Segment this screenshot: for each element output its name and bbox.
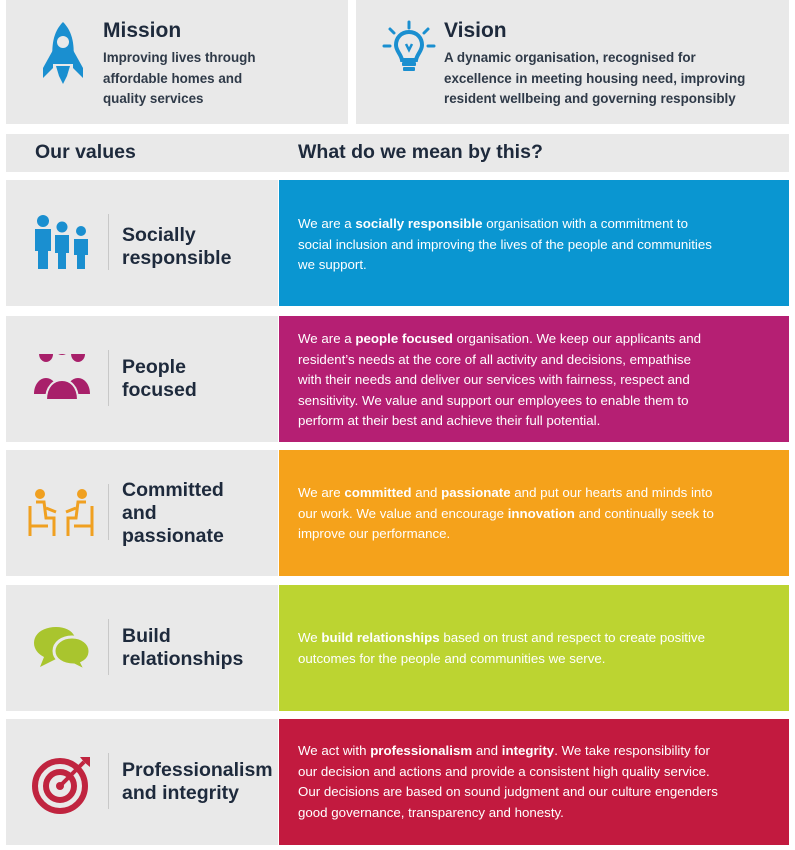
emphasis-text: build relationships: [321, 630, 440, 645]
description-text: We act with: [298, 743, 371, 758]
mission-line: affordable homes and: [103, 70, 243, 86]
emphasis-text: people focused: [355, 331, 453, 346]
description-text: our work. We value and encourage: [298, 505, 508, 521]
description-text: we support.: [298, 257, 367, 272]
description-text: outcomes for the people and communities we serve.: [298, 650, 606, 666]
value-description-cell: [279, 180, 789, 306]
value-title-line: relationships: [122, 648, 244, 670]
description-text: and: [411, 485, 442, 500]
emphasis-text: integrity: [501, 743, 555, 758]
description-text: and put our hearts and minds into: [510, 485, 713, 500]
description-text: We are a: [298, 216, 356, 231]
value-row-professionalism-integrity: [6, 719, 789, 845]
divider: [108, 484, 109, 540]
value-description: [298, 628, 768, 669]
emphasis-text: professionalism: [370, 743, 473, 758]
mission-card: [6, 0, 348, 124]
people-heads-icon: [30, 354, 96, 420]
emphasis-text: passionate: [441, 485, 511, 500]
value-description: [298, 214, 768, 276]
description-text: We: [298, 630, 322, 645]
our-values-heading: Our values: [35, 141, 136, 163]
description-text: resident’s needs at the core of all activity and decisions, empathise: [298, 351, 691, 367]
value-title-line: Professionalism: [122, 759, 273, 781]
speech-bubbles-icon: [30, 623, 96, 689]
description-text: our decision and actions and provide a consistent high quality service.: [298, 763, 710, 779]
emphasis-text: innovation: [507, 505, 575, 521]
value-title-line: People: [122, 356, 186, 378]
value-description-cell: [279, 450, 789, 576]
mission-text: [103, 48, 256, 110]
value-title-line: focused: [122, 379, 197, 401]
value-title-line: Socially: [122, 224, 196, 246]
description-text: good governance, transparency and honesty.: [298, 804, 564, 820]
description-text: social inclusion and improving the lives of the people and communities: [298, 236, 712, 252]
divider: [108, 350, 109, 406]
value-title: [122, 625, 272, 671]
description-text: We are a: [298, 331, 356, 346]
description-text: perform at their best and achieve their full potential.: [298, 413, 601, 428]
value-title-line: passionate: [122, 525, 224, 547]
description-text: organisation. We keep our applicants and: [452, 331, 702, 346]
mission-line: Improving lives through: [103, 50, 256, 65]
value-row-people-focused: [6, 316, 789, 442]
value-title-line: and integrity: [122, 782, 240, 804]
target-arrow-icon: [32, 753, 98, 819]
conversation-chairs-icon: [26, 486, 92, 552]
meaning-heading: What do we mean by this?: [298, 141, 543, 163]
description-text: based on trust and respect to create positive: [439, 630, 705, 645]
value-row-committed-passionate: [6, 450, 789, 576]
value-title-line: Committed: [122, 479, 224, 501]
description-text: organisation with a commitment to: [482, 216, 688, 231]
vision-card: [356, 0, 789, 124]
value-description: [298, 741, 768, 823]
value-description-cell: [279, 316, 789, 442]
value-description-cell: [279, 719, 789, 845]
vision-text: [444, 48, 745, 110]
value-row-build-relationships: [6, 585, 789, 711]
value-row-socially-responsible: [6, 180, 789, 306]
value-title: [122, 479, 272, 548]
value-description: [298, 329, 768, 432]
value-description: [298, 483, 768, 545]
description-text: and continually seek to: [574, 505, 714, 521]
people-group-icon: [32, 213, 98, 279]
divider: [108, 753, 109, 809]
lightbulb-icon: [382, 20, 436, 79]
description-text: and: [472, 743, 502, 758]
value-title-line: Build: [122, 625, 171, 647]
description-text: . We take responsibility for: [554, 743, 710, 758]
value-label-cell: [6, 450, 278, 576]
mission-line: quality services: [103, 91, 204, 106]
mission-title: Mission: [103, 19, 182, 42]
emphasis-text: committed: [344, 485, 412, 500]
values-header-row: [6, 134, 789, 172]
value-title-line: responsible: [122, 247, 232, 269]
vision-line: excellence in meeting housing need, improving: [444, 70, 746, 86]
divider: [108, 214, 109, 270]
emphasis-text: socially responsible: [355, 216, 483, 231]
value-title: [122, 224, 272, 270]
description-text: sensitivity. We value and support our employees to enable them to: [298, 392, 689, 408]
value-title: [122, 356, 272, 402]
description-text: Our decisions are based on sound judgment and our culture engenders: [298, 784, 718, 799]
value-description-cell: [279, 585, 789, 711]
value-title-line: and: [122, 502, 157, 524]
vision-title: Vision: [444, 19, 507, 42]
value-label-cell: [6, 719, 278, 845]
value-title: [122, 759, 272, 805]
vision-line: resident wellbeing and governing responsibly: [444, 91, 736, 106]
vision-line: A dynamic organisation, recognised for: [444, 50, 696, 65]
description-text: with their needs and deliver our services with fairness, respect and: [298, 372, 690, 387]
description-text: improve our performance.: [298, 526, 451, 541]
value-label-cell: [6, 316, 278, 442]
description-text: We are: [298, 485, 345, 500]
divider: [108, 619, 109, 675]
rocket-icon: [41, 20, 85, 91]
value-label-cell: [6, 180, 278, 306]
value-label-cell: [6, 585, 278, 711]
